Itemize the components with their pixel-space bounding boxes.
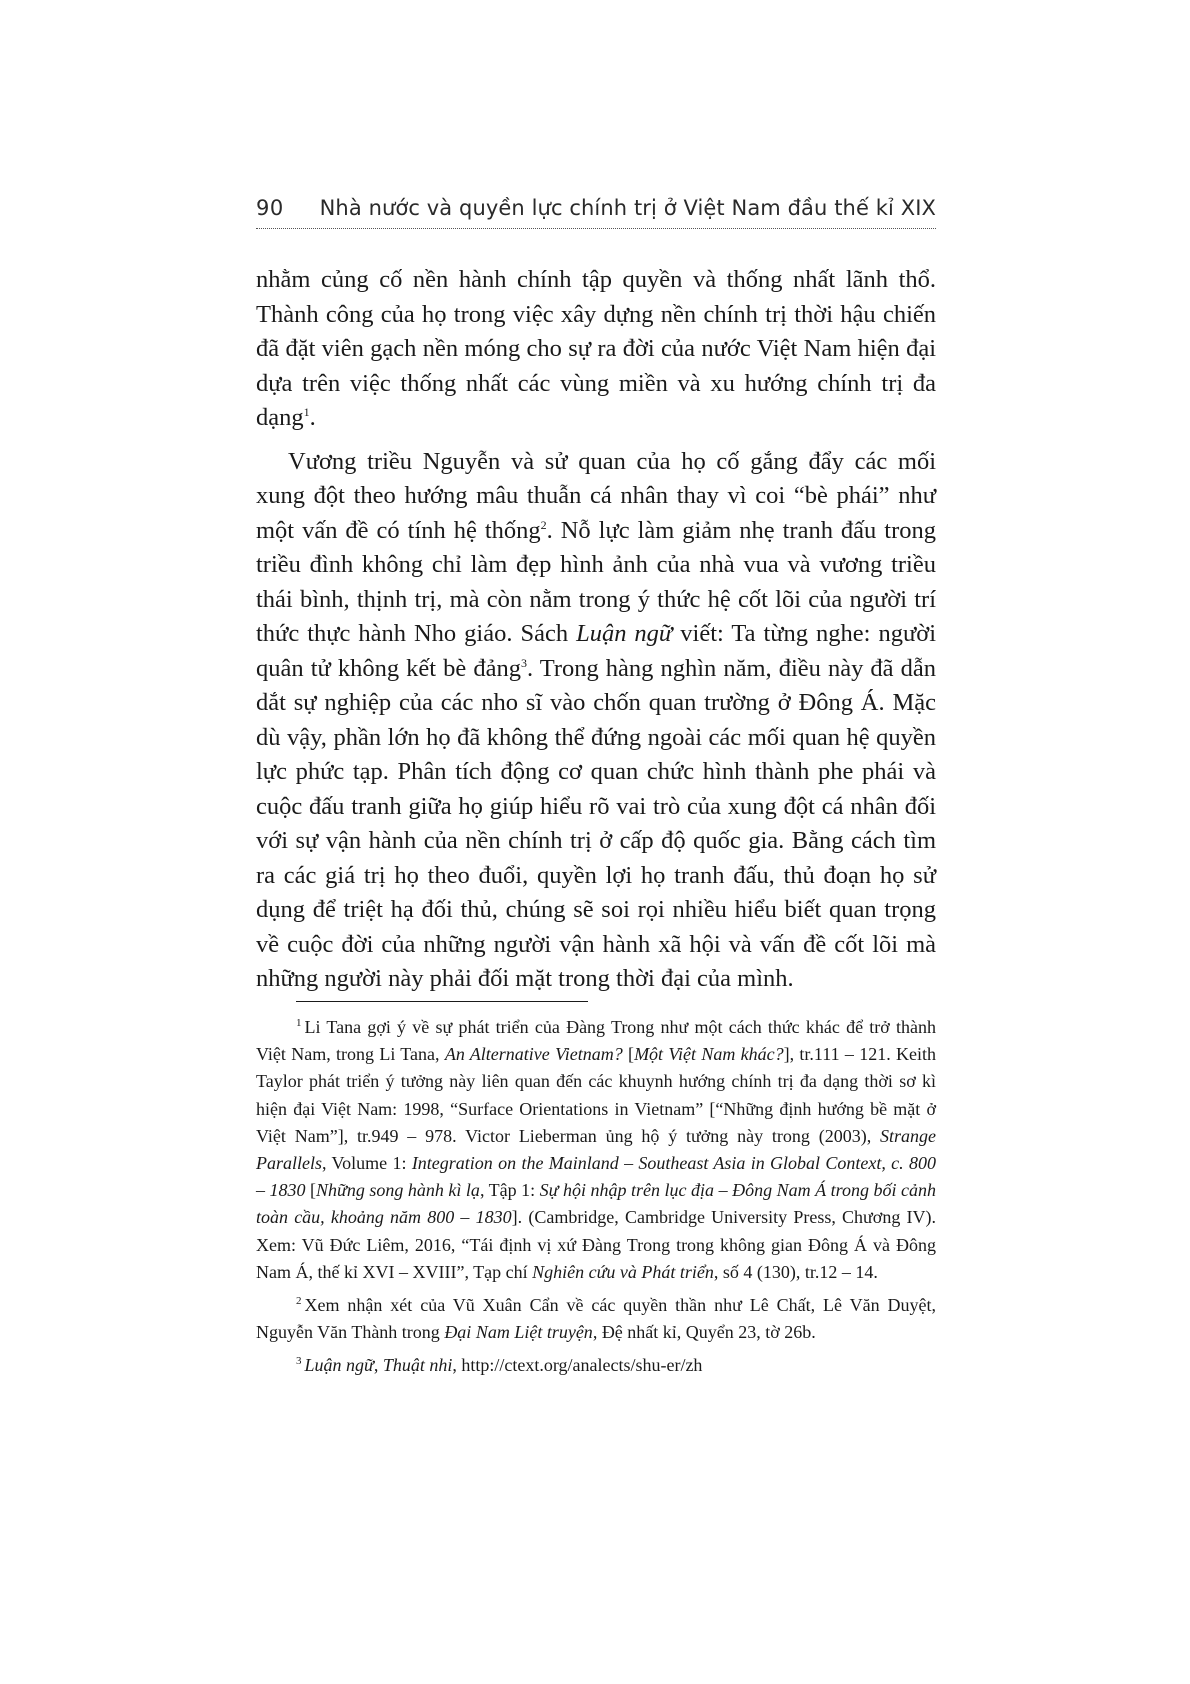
footnote-3 xyxy=(256,1352,936,1379)
footnote-3-link-text: , http://ctext.org/analects/shu-er/zh xyxy=(452,1355,703,1376)
page-header xyxy=(256,196,936,229)
footnote-3-text-a: , xyxy=(373,1355,383,1376)
running-title: Nhà nước và quyền lực chính trị ở Việt Nam đầu thế kỉ XIX xyxy=(319,196,936,220)
footnote-3-italic-2: Thuật nhi xyxy=(382,1355,453,1376)
footnote-1-italic-7: Nghiên cứu và Phát triển xyxy=(532,1261,714,1282)
footnote-1-text-b: [ xyxy=(622,1044,635,1065)
footnote-1-text-e: [ xyxy=(305,1180,317,1201)
footnote-1-italic-4: Integration on the Mainland – Southeast Asia in Global Context, c. 800 – 1830 xyxy=(256,1153,936,1201)
footnote-2-text-b: , Đệ nhất kỉ, Quyển 23, tờ 26b. xyxy=(592,1322,816,1343)
footnote-1 xyxy=(256,1014,936,1286)
footnote-1-text-d: , Volume 1: xyxy=(322,1153,412,1174)
book-title-luan-ngu: Luận ngữ xyxy=(576,620,673,647)
footnote-ref-3: 3 xyxy=(520,655,527,670)
footnote-2-text-a: Xem nhận xét của Vũ Xuân Cẩn về các quyền thần như Lê Chất, Lê Văn Duyệt, Nguyễn Văn Thành trong xyxy=(256,1295,936,1343)
footnote-1-text-a: Li Tana gợi ý về sự phát triển của Đàng Trong như một cách thức khác để trở thành Việt Nam, trong Li Tana, xyxy=(256,1017,936,1065)
footnote-2 xyxy=(256,1292,936,1346)
paragraph-2-part-a: Vương triều Nguyễn và sử quan của họ cố gắng đẩy các mối xung đột theo hướng mâu thuẫn cá nhân thay vì coi “bè phái” như một vấn đề có tính hệ thống xyxy=(256,447,936,544)
footnote-1-text-f: , Tập 1: xyxy=(479,1180,540,1201)
page-number: 90 xyxy=(256,196,284,220)
footnote-1-text-c: ], tr.111 – 121. Keith Taylor phát triển ý tưởng này liên quan đến các khuynh hướng chính trị đa dạng thời sơ kì hiện đại Việt Nam: 1998, “Surface Orientations in Vietnam” [“Những định hướng bề mặt ở Việt Nam”], tr.949 – 978. Victor Lieberman ủng hộ ý tưởng này trong (2003), xyxy=(256,1044,937,1146)
paragraph-1-end: . xyxy=(309,404,316,431)
footnote-2-italic-1: Đại Nam Liệt truyện xyxy=(444,1322,593,1343)
footnote-1-italic-5: Những song hành kì lạ xyxy=(316,1180,480,1201)
footnote-1-italic-2: Một Việt Nam khác? xyxy=(634,1044,784,1065)
paragraph-1 xyxy=(256,263,936,436)
paragraph-2-part-b: . Nỗ lực làm giảm nhẹ tranh đấu trong triều đình không chỉ làm đẹp hình ảnh của nhà vua và vương triều thái bình, thịnh trị, mà còn nằm trong ý thức hệ cốt lõi của người trí thức thực hành Nho giáo. Sách xyxy=(256,516,936,647)
footnote-ref-1: 1 xyxy=(303,404,310,419)
footnote-1-italic-1: An Alternative Vietnam? xyxy=(444,1044,623,1065)
paragraph-2-part-d: . Trong hàng nghìn năm, điều này đã dẫn dắt sự nghiệp của các nho sĩ vào chốn quan trường ở Đông Á. Mặc dù vậy, phần lớn họ đã không thể đứng ngoài các mối quan hệ quyền lực phức tạp. Phân tích động cơ quan chức hình thành phe phái và cuộc đấu tranh giữa họ giúp hiểu rõ vai trò của xung đột cá nhân đối với sự vận hành của nền chính trị ở cấp độ quốc gia. Bằng cách tìm ra các giá trị họ theo đuổi, quyền lợi họ tranh đấu, thủ đoạn họ sử dụng để triệt hạ đối thủ, chúng sẽ soi rọi nhiều hiểu biết quan trọng về cuộc đời của những người vận hành xã hội và vấn đề cốt lõi mà những người này phải đối mặt trong thời đại của mình. xyxy=(256,654,936,992)
paragraph-2-part-c: viết: Ta từng nghe: người quân tử không kết bè đảng xyxy=(256,620,936,682)
footnote-1-text-h: , số 4 (130), tr.12 – 14. xyxy=(713,1261,878,1282)
footnote-3-number: 3 xyxy=(296,1355,302,1368)
footnote-1-number: 1 xyxy=(296,1017,302,1029)
paragraph-2 xyxy=(256,445,936,997)
footnote-3-italic-1: Luận ngữ xyxy=(304,1355,374,1376)
body-text xyxy=(256,263,936,997)
footnote-1-italic-3: Strange Parallels xyxy=(256,1125,936,1174)
footnote-1-italic-6: Sự hội nhập trên lục địa – Đông Nam Á trong bối cảnh toàn cầu, khoảng năm 800 – 1830 xyxy=(256,1180,936,1228)
footnote-divider xyxy=(296,1001,588,1002)
footnotes xyxy=(256,1014,936,1386)
footnote-ref-2: 2 xyxy=(540,517,547,532)
footnote-2-number: 2 xyxy=(296,1295,302,1308)
footnote-1-text-g: ]. (Cambridge, Cambridge University Press, Chương IV). Xem: Vũ Đức Liêm, 2016, “Tái định vị xứ Đàng Trong trong không gian Đông Á và Đông Nam Á, thế kỉ XVI – XVIII”, Tạp chí xyxy=(256,1207,936,1282)
paragraph-1-text: nhằm củng cố nền hành chính tập quyền và thống nhất lãnh thổ. Thành công của họ trong việc xây dựng nền chính trị thời hậu chiến đã đặt viên gạch nền móng cho sự ra đời của nước Việt Nam hiện đại dựa trên việc thống nhất các vùng miền và xu hướng chính trị đa dạng xyxy=(256,266,936,431)
